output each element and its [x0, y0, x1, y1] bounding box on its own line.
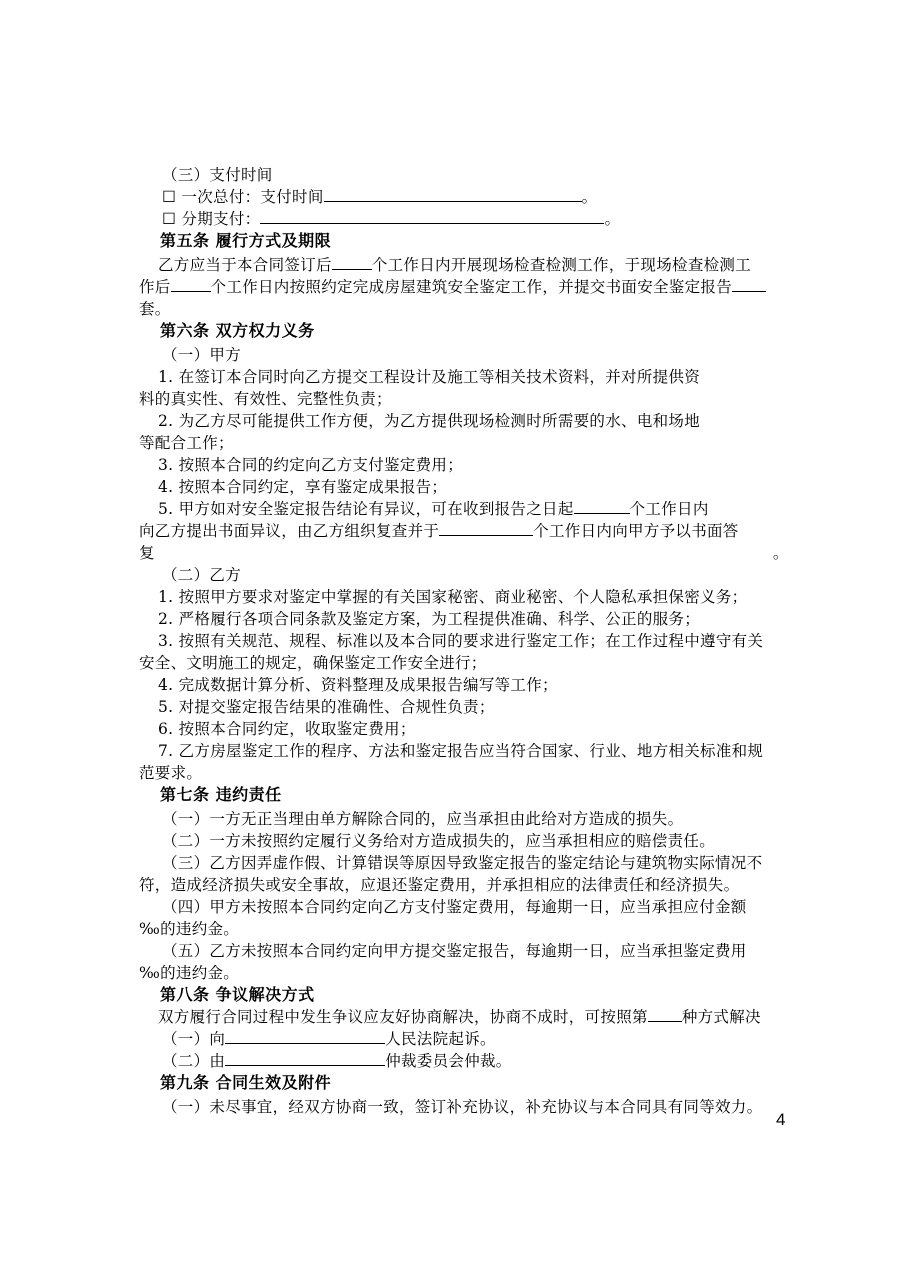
list-item-cont: 料的真实性、有效性、完整性负责； [139, 390, 392, 408]
installment-option: ☐ 分期支付： 。 [162, 210, 621, 228]
list-item-cont: ‰的违约金。 [139, 920, 240, 938]
list-item-cont: 向乙方提出书面异议，由乙方组织复查并于 个工作日内向甲方予以书面答 [139, 522, 739, 540]
list-item: 5. 甲方如对安全鉴定报告结论有异议，可在收到报告之日起 个工作日内 [158, 500, 709, 518]
list-item: 1. 按照甲方要求对鉴定中掌握的有关国家秘密、商业秘密、个人隐私承担保密义务； [158, 588, 748, 606]
list-item: （二）一方未按照约定履行义务给对方造成损失的，应当承担相应的赔偿责任。 [162, 832, 716, 850]
list-item: 4. 按照本合同约定，享有鉴定成果报告； [158, 478, 448, 496]
paragraph-line: 套。 [139, 300, 171, 318]
list-item-cont: 范要求。 [139, 764, 203, 782]
list-item-cont: ‰的违约金。 [139, 964, 240, 982]
article-6-title: 第六条 双方权力义务 [160, 321, 315, 340]
list-item: （五）乙方未按照本合同约定向甲方提交鉴定报告，每逾期一日，应当承担鉴定费用 [162, 942, 747, 960]
blank-line [324, 186, 582, 202]
blank-line [732, 276, 766, 292]
paragraph-line: 双方履行合同过程中发生争议应友好协商解决，协商不成时，可按照第 种方式解决 [158, 1008, 761, 1026]
article-9-title: 第九条 合同生效及附件 [160, 1073, 332, 1092]
party-a-heading: （一）甲方 [162, 346, 242, 364]
list-item: 2. 严格履行各项合同条款及鉴定方案，为工程提供准确、科学、公正的服务； [158, 610, 701, 628]
list-item: 5. 对提交鉴定报告结果的准确性、合规性负责； [158, 698, 495, 716]
list-item: （一）一方无正当理由单方解除合同的，应当承担由此给对方造成的损失。 [162, 810, 684, 828]
list-item-cont: 安全、文明施工的规定，确保鉴定工作安全进行； [139, 654, 487, 672]
lump-sum-option: ☐ 一次总付：支付时间 。 [162, 188, 598, 206]
list-item: （二）由 仲裁委员会仲裁。 [162, 1052, 512, 1070]
party-b-heading: （二）乙方 [162, 566, 242, 584]
list-item-cont: 复 。 [139, 544, 789, 562]
blank-line [332, 254, 372, 270]
list-item: 3. 按照本合同的约定向乙方支付鉴定费用； [158, 456, 464, 474]
paragraph-line: 作后 个工作日内按照约定完成房屋建筑安全鉴定工作，并提交书面安全鉴定报告 [139, 276, 799, 298]
list-item: 2. 为乙方尽可能提供工作方便，为乙方提供现场检测时所需要的水、电和场地 [158, 412, 701, 430]
blank-line [260, 208, 604, 224]
paragraph-line: 乙方应当于本合同签订后 个工作日内开展现场检查检测工作，于现场检查检测工 [158, 256, 752, 274]
blank-line [225, 1028, 385, 1044]
page-number: 4 [776, 1110, 786, 1129]
blank-line [171, 276, 211, 292]
article-8-title: 第八条 争议解决方式 [160, 985, 315, 1004]
list-item-cont: 等配合工作； [139, 434, 234, 452]
list-item: （一）向 人民法院起诉。 [162, 1030, 496, 1048]
list-item: （三）乙方因弄虚作假、计算错误等原因导致鉴定报告的鉴定结论与建筑物实际情况不 [162, 854, 763, 872]
article-5-title: 第五条 履行方式及期限 [160, 231, 332, 250]
list-item: 3. 按照有关规范、规程、标准以及本合同的要求进行鉴定工作；在工作过程中遵守有关 [158, 632, 764, 650]
list-item: （四）甲方未按照本合同约定向乙方支付鉴定费用，每逾期一日，应当承担应付金额 [162, 898, 747, 916]
article-7-title: 第七条 违约责任 [160, 785, 282, 804]
blank-line [648, 1006, 682, 1022]
payment-time-heading: （三）支付时间 [162, 166, 273, 184]
blank-line [439, 520, 533, 536]
blank-line [225, 1050, 385, 1066]
list-item: 4. 完成数据计算分析、资料整理及成果报告编写等工作； [158, 676, 558, 694]
list-item: 1. 在签订本合同时向乙方提交工程设计及施工等相关技术资料，并对所提供资 [158, 368, 701, 386]
list-item: 7. 乙方房屋鉴定工作的程序、方法和鉴定报告应当符合国家、行业、地方相关标准和规 [158, 742, 764, 760]
list-item: （一）未尽事宜，经双方协商一致，签订补充协议，补充协议与本合同具有同等效力。 [162, 1098, 763, 1116]
blank-line [574, 498, 630, 514]
list-item: 6. 按照本合同约定，收取鉴定费用； [158, 720, 416, 738]
list-item-cont: 符，造成经济损失或安全事故，应退还鉴定费用，并承担相应的法律责任和经济损失。 [139, 876, 740, 894]
